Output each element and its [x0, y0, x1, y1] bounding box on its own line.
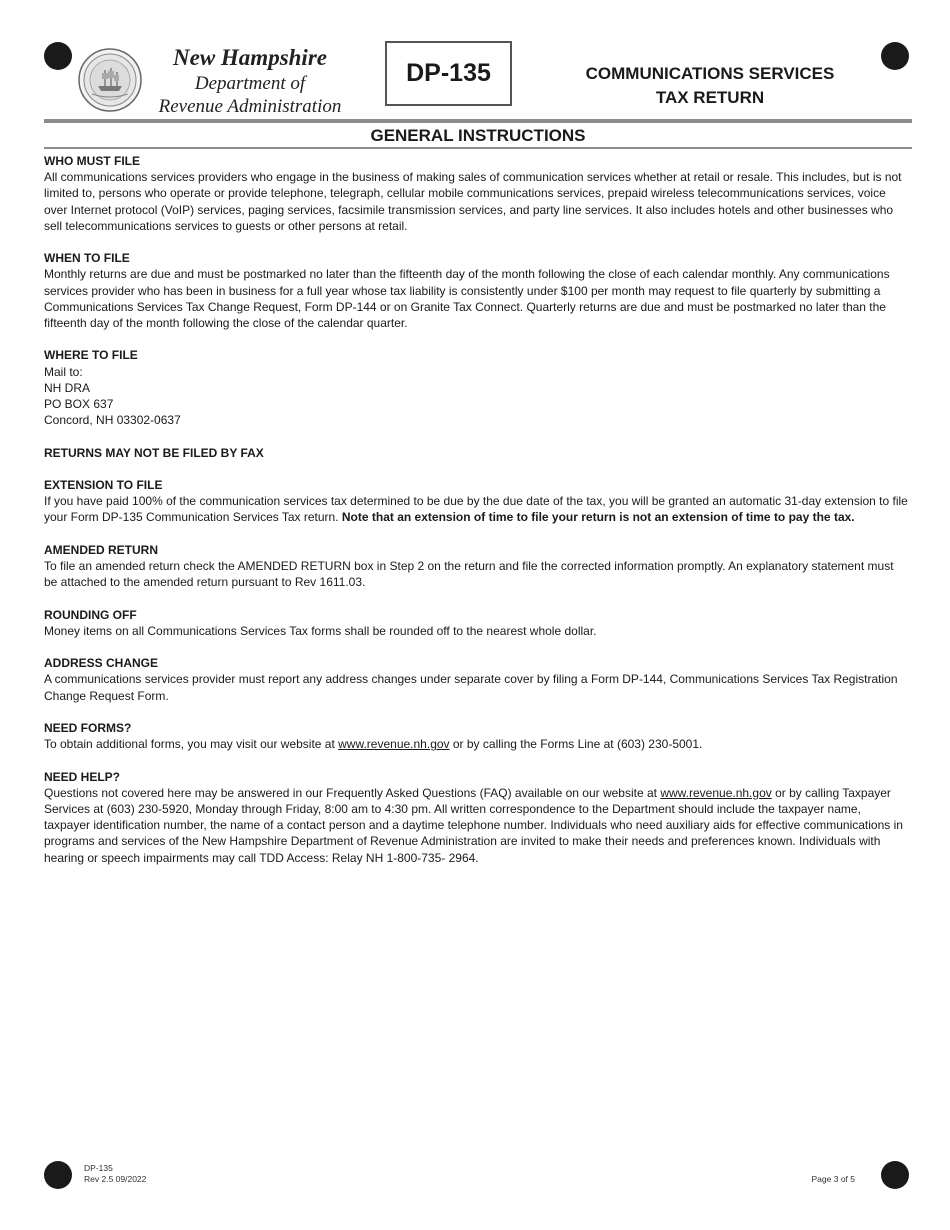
registration-mark-top-right: [881, 42, 909, 70]
form-title: [560, 62, 860, 110]
agency-line-2: Department of: [194, 73, 306, 94]
section-no-fax: [44, 445, 910, 461]
section-need-help: [44, 769, 910, 866]
mailing-line: Mail to:: [44, 364, 83, 379]
need-forms-text-end: or by calling the Forms Line at (603) 230-5001.: [449, 737, 703, 752]
page-number: Page 3 of 5: [811, 1174, 855, 1184]
section-who-must-file: [44, 153, 910, 234]
section-text: [44, 493, 910, 525]
state-seal-icon: [78, 48, 142, 112]
agency-line-3: Revenue Administration: [158, 96, 342, 117]
section-heading: WHERE TO FILE: [44, 348, 138, 363]
section-text: Money items on all Communications Services Tax forms shall be rounded off to the nearest whole dollar.: [44, 623, 597, 638]
website-link[interactable]: www.revenue.nh.gov: [338, 737, 450, 752]
footer-revision: Rev 2.5 09/2022: [84, 1174, 147, 1184]
extension-text: If you have paid 100% of the communication services tax determined to be due by the due date of the tax, you will be granted an automatic 31-day extension to file your Form DP-135 Communication Services Tax return.: [44, 494, 908, 525]
need-help-text: Questions not covered here may be answered in our Frequently Asked Questions (FAQ) available on our website at: [44, 785, 661, 800]
section-heading: WHEN TO FILE: [44, 251, 130, 266]
registration-mark-bottom-left: [44, 1161, 72, 1189]
need-forms-text: To obtain additional forms, you may visit our website at: [44, 737, 339, 752]
section-text: Monthly returns are due and must be postmarked no later than the fifteenth day of the month following the close of each calendar monthly. Any communications services provider who has been in business for a full year whose tax liability is consistently under $100 per month may request to file quarterly by submitting a Communications Services Tax Change Request, Form DP-144 or on Granite Tax Connect. Quarterly returns are due and must be postmarked no later than the fifteenth day of the month following the close of the calendar quarter.: [44, 267, 890, 331]
page-heading: GENERAL INSTRUCTIONS: [370, 126, 586, 145]
registration-mark-bottom-right: [881, 1161, 909, 1189]
section-text: All communications services providers who engage in the business of making sales of communication services whether at retail or resale. This includes, but is not limited to, persons who operate or provide telephone, telegraph, cellular mobile communications services, prepaid wireless telecommunications services, voice over Internet protocol (VoIP) services, paging services, facsimile transmission services, and party line services. It also includes hotels and other businesses who sell telecommunications services to guests or other persons at retail.: [44, 170, 902, 233]
form-number-box: [385, 41, 512, 106]
section-heading: ADDRESS CHANGE: [44, 656, 159, 671]
section-heading: NEED HELP?: [44, 769, 121, 784]
extension-bold-note: Note that an extension of time to file your return is not an extension of time to pay the tax.: [341, 510, 855, 525]
section-heading: ROUNDING OFF: [44, 607, 137, 622]
section-heading: NEED FORMS?: [44, 720, 132, 735]
section-text: [44, 785, 910, 866]
section-text: A communications services provider must report any address changes under separate cover by filing a Form DP-144, Communications Services Tax Registration Change Request Form.: [44, 672, 898, 703]
registration-mark-top-left: [44, 42, 72, 70]
website-link[interactable]: www.revenue.nh.gov: [660, 785, 772, 800]
form-title-line-1: COMMUNICATIONS SERVICES: [585, 64, 835, 83]
section-text: To file an amended return check the AMENDED RETURN box in Step 2 on the return and file the corrected information promptly. An explanatory statement must be attached to the amended return pursuant to Rev 1611.03.: [44, 559, 894, 590]
footer-form-info: [84, 1163, 146, 1185]
section-heading: EXTENSION TO FILE: [44, 478, 163, 492]
mailing-line: NH DRA: [44, 380, 91, 395]
form-number: DP-135: [406, 59, 491, 87]
section-when-to-file: [44, 250, 910, 331]
section-extension: [44, 477, 910, 526]
section-where-to-file: [44, 347, 910, 428]
section-need-forms: [44, 720, 910, 752]
mailing-line: PO BOX 637: [44, 397, 114, 412]
section-heading: AMENDED RETURN: [44, 542, 158, 557]
agency-name: [140, 44, 360, 118]
header-divider-top: [44, 119, 912, 123]
section-heading: WHO MUST FILE: [44, 154, 140, 168]
need-help-text-end: or by calling Taxpayer Services at (603) 230-5920, Monday through Friday, 8:00 am to 4:30 pm. All written correspondence to the Department should include the taxpayer name, taxpayer identification number, the name of a contact person and a daytime telephone number. Individuals who need auxiliary aids for effective communications in programs and services of the New Hampshire Department of Revenue Administration are invited to make their needs and preferences known. Individuals with hearing or speech impairments may call TDD Access: Relay NH 1-800-735- 2964.: [44, 785, 903, 865]
section-address-change: [44, 655, 910, 704]
header-divider-bottom: [44, 147, 912, 149]
section-heading: RETURNS MAY NOT BE FILED BY FAX: [44, 445, 264, 460]
section-text: [44, 736, 910, 752]
footer-form-code: DP-135: [84, 1163, 113, 1173]
agency-state: New Hampshire: [173, 45, 327, 70]
section-amended-return: [44, 542, 910, 591]
form-title-line-2: TAX RETURN: [655, 88, 765, 107]
instructions-body: [44, 153, 910, 882]
section-rounding-off: [44, 607, 910, 639]
mailing-line: Concord, NH 03302-0637: [44, 413, 181, 428]
